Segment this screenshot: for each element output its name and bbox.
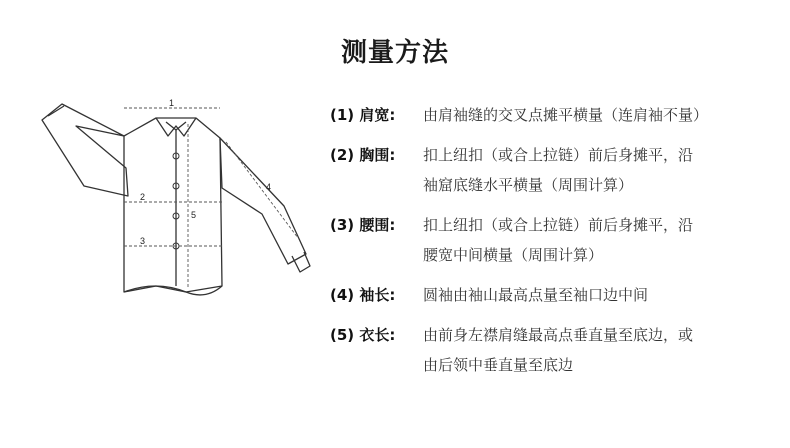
left-sleeve bbox=[42, 104, 128, 196]
measure-text: 扣上纽扣（或合上拉链）前后身摊平，沿 袖窟底缝水平横量（周围计算） bbox=[423, 146, 694, 194]
label-4: 4 bbox=[266, 182, 272, 192]
measure-label: (3) 腰围: bbox=[330, 216, 396, 234]
measure-item-chest bbox=[330, 140, 770, 200]
label-1: 1 bbox=[169, 98, 175, 108]
shirt-measurement-diagram bbox=[36, 96, 336, 306]
shirt-sketch bbox=[36, 96, 336, 306]
measure-text: 由肩袖缝的交叉点摊平横量（连肩袖不量） bbox=[423, 106, 709, 124]
measure-label: (2) 胸围: bbox=[330, 146, 396, 164]
sleeve-length-line bbox=[226, 142, 298, 238]
measure-text: 圆袖由袖山最高点量至袖口边中间 bbox=[423, 286, 649, 304]
label-2: 2 bbox=[140, 192, 146, 202]
shirt-body bbox=[124, 118, 222, 292]
page-title: 测量方法 bbox=[340, 38, 449, 68]
measure-text: 扣上纽扣（或合上拉链）前后身摊平，沿 腰宽中间横量（周围计算） bbox=[423, 216, 694, 264]
measure-text: 由前身左襟肩缝最高点垂直量至底边，或 由后领中垂直量至底边 bbox=[423, 326, 694, 374]
measurement-list bbox=[330, 100, 770, 390]
label-3: 3 bbox=[140, 236, 146, 246]
measure-label: (5) 衣长: bbox=[330, 326, 396, 344]
label-5: 5 bbox=[191, 210, 197, 220]
measure-item-shoulder bbox=[330, 100, 770, 130]
right-sleeve bbox=[220, 138, 306, 264]
measure-label: (1) 肩宽: bbox=[330, 106, 396, 124]
measure-item-waist bbox=[330, 210, 770, 270]
measure-item-length bbox=[330, 320, 770, 380]
measure-item-sleeve bbox=[330, 280, 770, 310]
measure-label: (4) 袖长: bbox=[330, 286, 396, 304]
